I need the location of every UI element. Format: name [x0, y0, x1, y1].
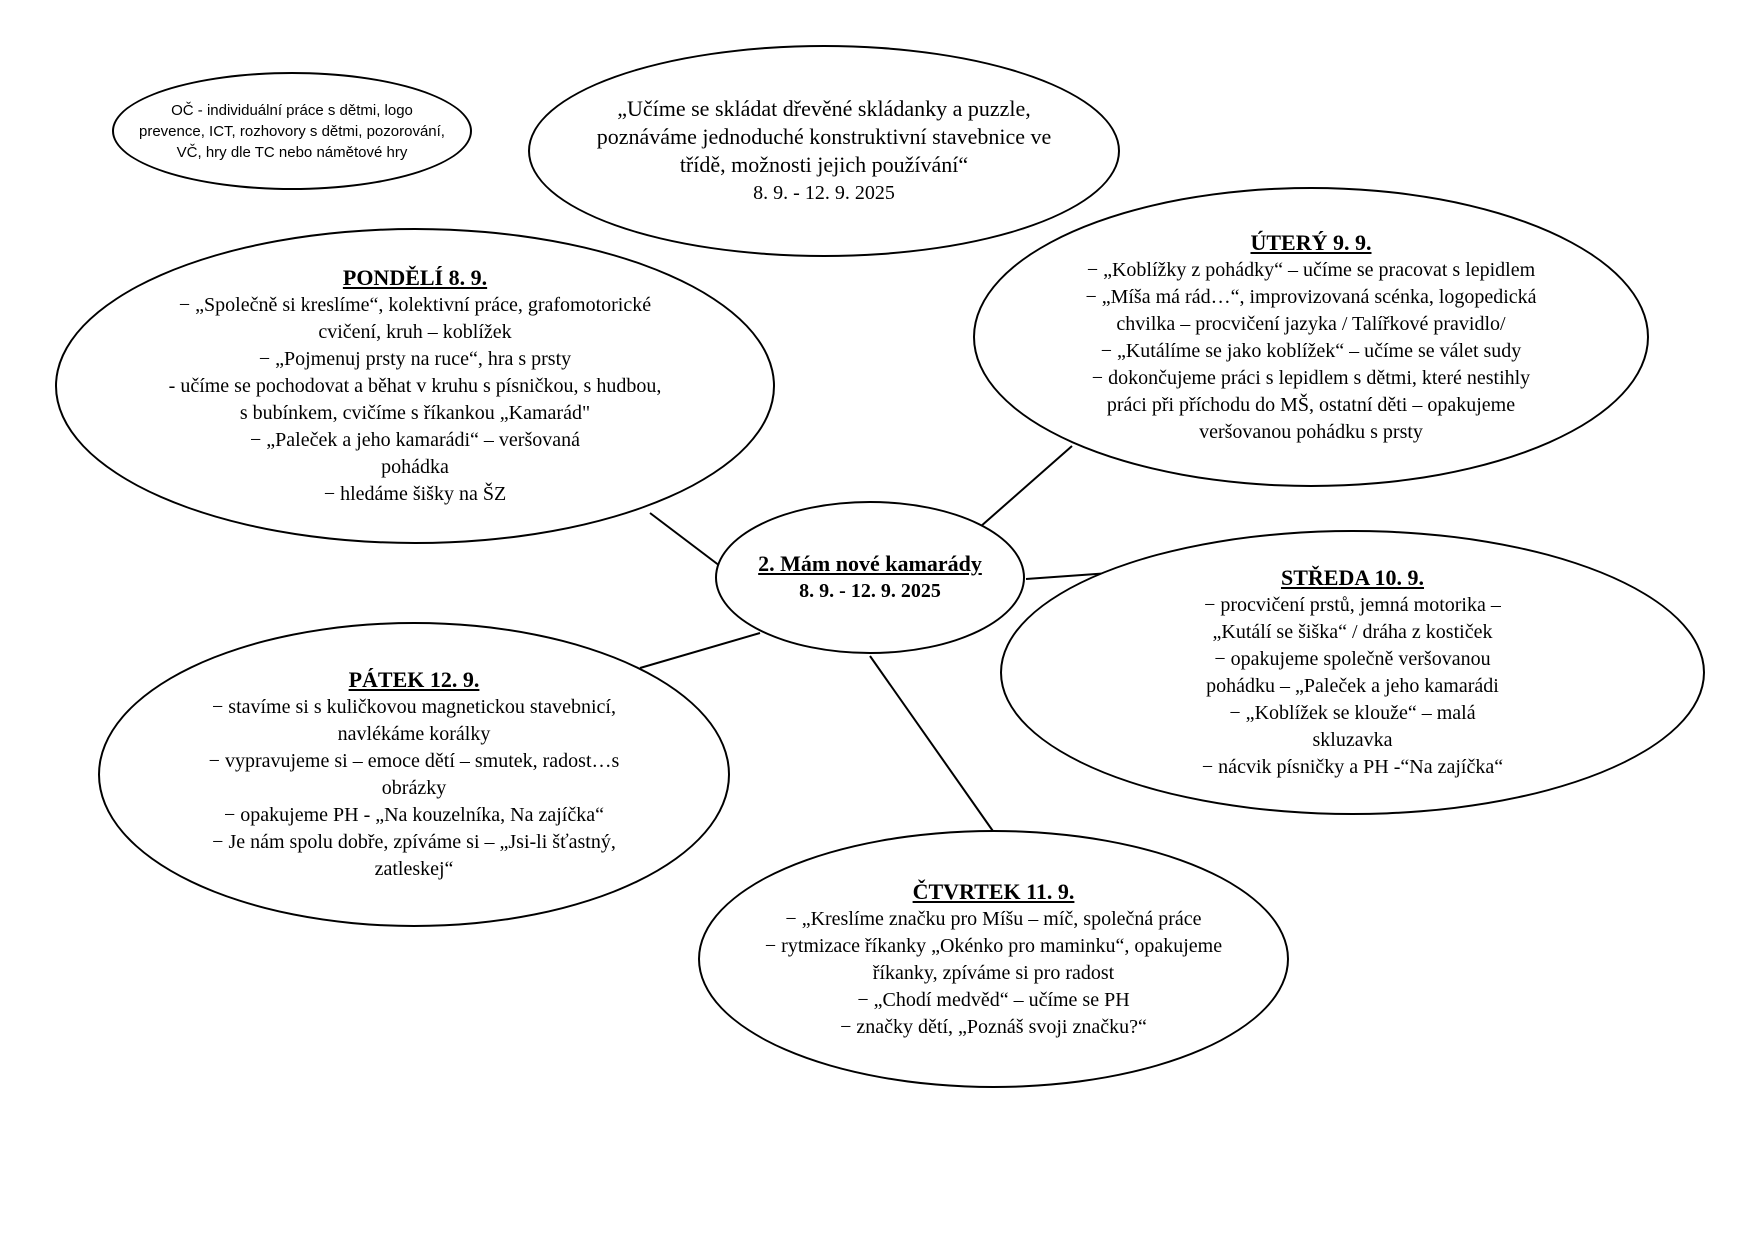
monday-line: cvičení, kruh – koblížek — [318, 321, 512, 343]
tuesday-line: − „Kutálíme se jako koblížek“ – učíme se válet sudy — [1100, 339, 1522, 362]
note-node — [112, 72, 472, 190]
wednesday-line: − „Koblížek se klouže“ – malá — [1229, 702, 1476, 724]
monday-line: pohádka — [381, 456, 449, 478]
thursday-line: − značky dětí, „Poznáš svoji značku?“ — [840, 1015, 1147, 1038]
tuesday-line: chvilka – procvičení jazyka / Talířkové pravidlo/ — [1116, 312, 1506, 335]
wednesday-line: skluzavka — [1312, 729, 1393, 751]
friday-node — [98, 622, 730, 927]
friday-line: − Je nám spolu dobře, zpíváme si – „Jsi-li šťastný, — [212, 831, 616, 853]
connector-monday — [650, 513, 720, 566]
theme-line: poznáváme jednoduché konstruktivní stavebnice ve — [596, 124, 1052, 149]
tuesday-line: práci při příchodu do MŠ, ostatní děti – opakujeme — [1106, 393, 1516, 416]
connector-friday — [640, 633, 760, 668]
thursday-line: − „Kreslíme značku pro Míšu – míč, společná práce — [785, 907, 1202, 930]
monday-line: − „Paleček a jeho kamarádi“ – veršovaná — [249, 429, 580, 451]
tuesday-line: − dokončujeme práci s lepidlem s dětmi, které nestihly — [1091, 366, 1531, 389]
friday-line: − vypravujeme si – emoce dětí – smutek, radost…s — [208, 750, 620, 772]
tuesday-title: ÚTERÝ 9. 9. — [1250, 229, 1372, 255]
wednesday-line: „Kutálí se šiška“ / dráha z kostiček — [1212, 621, 1493, 643]
theme-line: třídě, možnosti jejich používání“ — [679, 152, 969, 177]
monday-line: s bubínkem, cvičíme s říkankou „Kamarád" — [239, 402, 591, 424]
theme-line: „Učíme se skládat dřevěné skládanky a puzzle, — [617, 96, 1031, 121]
wednesday-line: − procvičení prstů, jemná motorika – — [1204, 594, 1501, 616]
wednesday-line: − opakujeme společně veršovanou — [1214, 648, 1491, 670]
connector-thursday — [870, 656, 995, 834]
tuesday-node — [973, 187, 1649, 487]
thursday-line: − „Chodí medvěd“ – učíme se PH — [857, 988, 1130, 1011]
wednesday-line: − nácvik písničky a PH -“Na zajíčka“ — [1201, 756, 1504, 778]
tuesday-line: veršovanou pohádku s prsty — [1199, 420, 1423, 443]
theme-date: 8. 9. - 12. 9. 2025 — [753, 182, 895, 204]
thursday-line: − rytmizace říkanky „Okénko pro maminku“, opakujeme — [764, 934, 1223, 957]
wednesday-node — [1000, 530, 1705, 815]
note-line: prevence, ICT, rozhovory s dětmi, pozorování, — [139, 122, 445, 140]
center-date: 8. 9. - 12. 9. 2025 — [799, 580, 941, 602]
monday-line: − „Společně si kreslíme“, kolektivní práce, grafomotorické — [178, 294, 652, 316]
tuesday-line: − „Míša má rád…“, improvizovaná scénka, logopedická — [1085, 285, 1537, 308]
monday-node — [55, 228, 775, 544]
thursday-node — [698, 830, 1289, 1088]
center-node — [715, 501, 1025, 654]
friday-line: navlékáme korálky — [337, 723, 491, 745]
connector-tuesday — [980, 446, 1072, 527]
tuesday-line: − „Koblížky z pohádky“ – učíme se pracovat s lepidlem — [1086, 258, 1536, 281]
center-title: 2. Mám nové kamarády — [758, 551, 982, 576]
monday-title: PONDĚLÍ 8. 9. — [342, 265, 488, 290]
friday-title: PÁTEK 12. 9. — [348, 667, 480, 692]
friday-line: − stavíme si s kuličkovou magnetickou stavebnicí, — [212, 696, 616, 718]
monday-line: − „Pojmenuj prsty na ruce“, hra s prsty — [258, 348, 572, 370]
friday-line: zatleskej“ — [374, 858, 454, 880]
monday-line: - učíme se pochodovat a běhat v kruhu s písničkou, s hudbou, — [168, 375, 662, 397]
thursday-title: ČTVRTEK 11. 9. — [912, 878, 1075, 904]
friday-line: obrázky — [381, 777, 447, 799]
wednesday-title: STŘEDA 10. 9. — [1280, 565, 1425, 590]
wednesday-line: pohádku – „Paleček a jeho kamarádi — [1206, 675, 1499, 697]
monday-line: − hledáme šišky na ŠZ — [323, 483, 507, 505]
thursday-line: říkanky, zpíváme si pro radost — [872, 961, 1115, 984]
note-line: OČ - individuální práce s dětmi, logo — [171, 101, 413, 119]
note-line: VČ, hry dle TC nebo námětové hry — [176, 143, 408, 161]
friday-line: − opakujeme PH - „Na kouzelníka, Na zajíčka“ — [223, 804, 604, 826]
theme-node — [528, 45, 1120, 257]
